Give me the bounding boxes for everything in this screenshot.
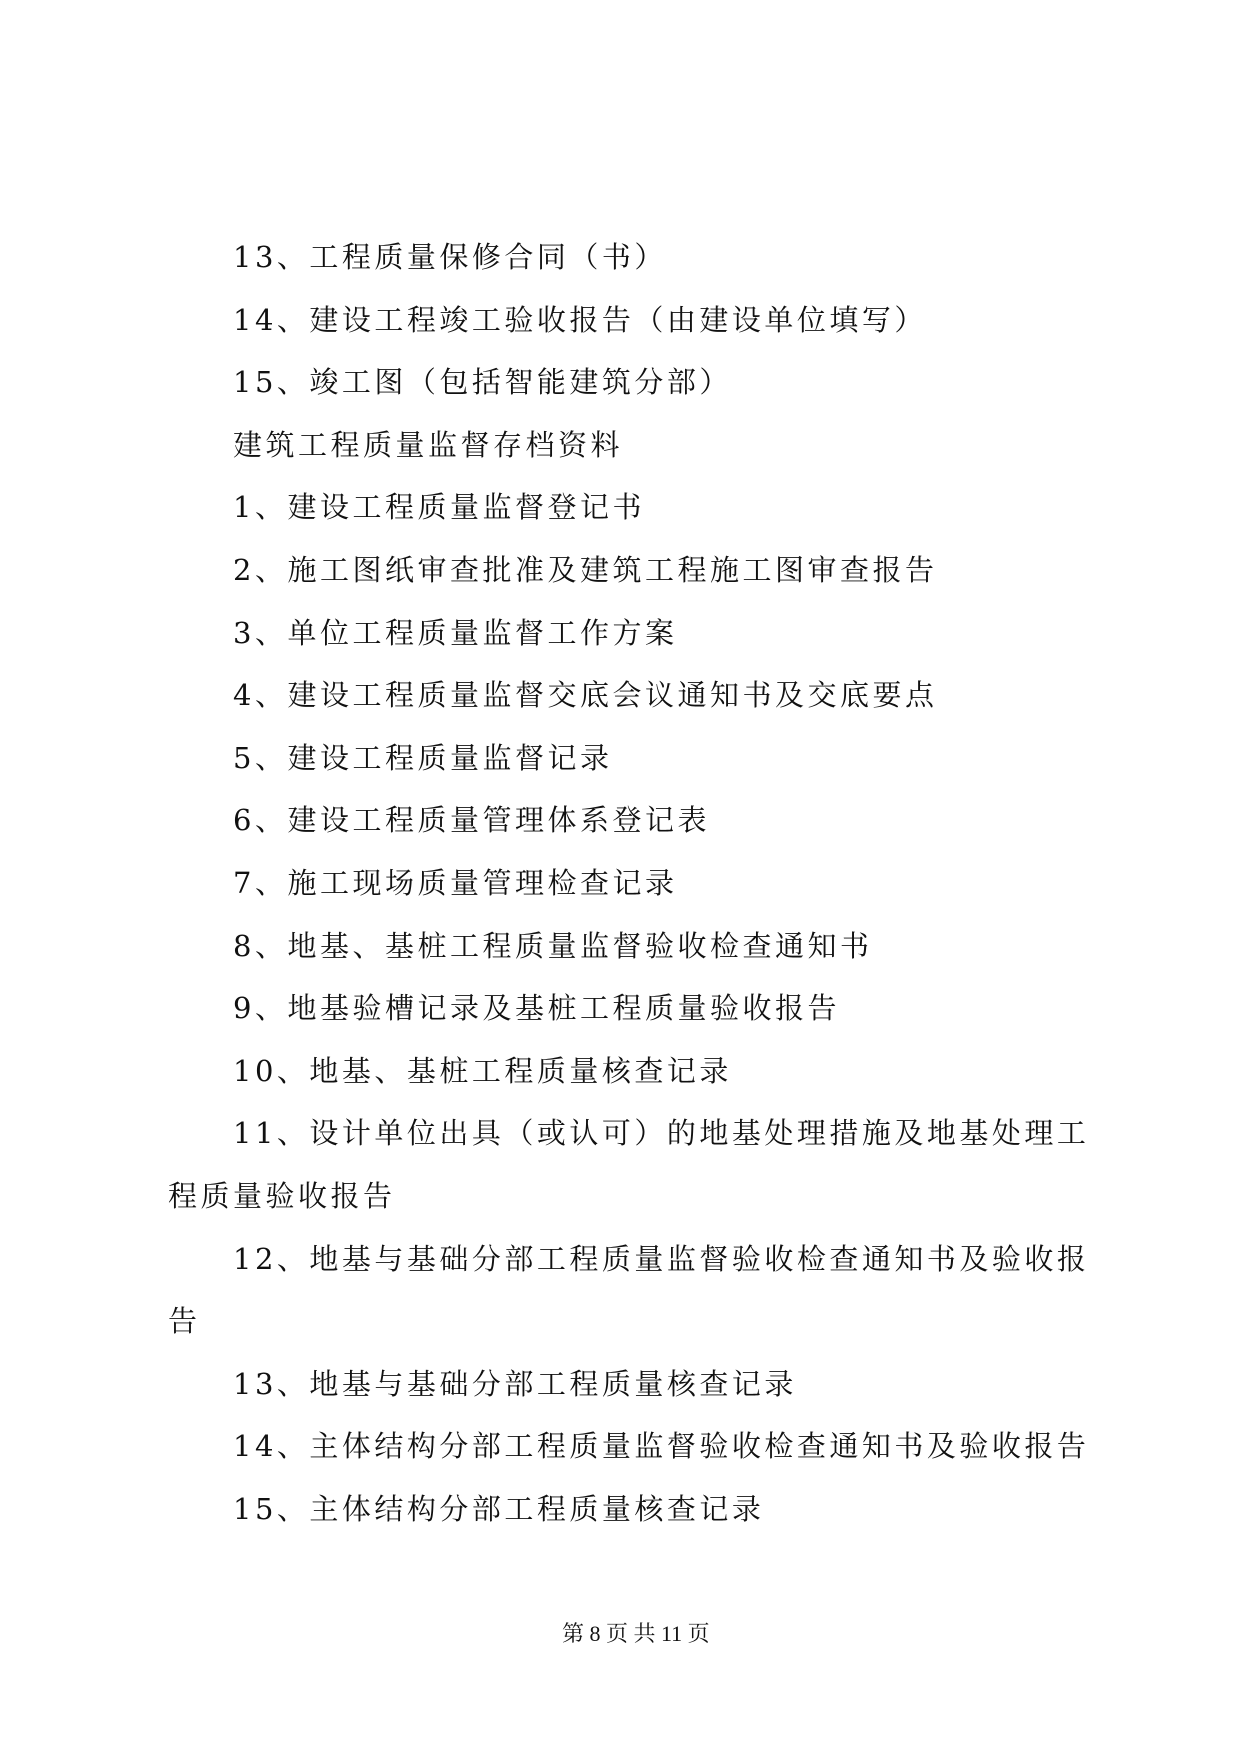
- archive-item: [168, 789, 1082, 852]
- archive-item: [168, 664, 1082, 727]
- archive-item: [168, 1415, 1090, 1478]
- archive-item-line: 9、地基验槽记录及基桩工程质量验收报告: [233, 991, 840, 1026]
- archive-item: [168, 1040, 1082, 1103]
- archive-item-line: 14、主体结构分部工程质量监督验收检查通知书及验收报告: [233, 1429, 1090, 1464]
- archive-item: [168, 602, 1082, 665]
- archive-item: [168, 1102, 1090, 1227]
- continued-item: 15、竣工图（包括智能建筑分部）: [233, 365, 732, 400]
- archive-item-line: 2、施工图纸审查批准及建筑工程施工图审查报告: [233, 552, 938, 587]
- archive-item-line: 8、地基、基桩工程质量监督验收检查通知书: [233, 928, 873, 963]
- archive-item: [168, 1353, 1082, 1416]
- archive-item: [168, 852, 1082, 915]
- archive-item-line: 6、建设工程质量管理体系登记表: [233, 803, 710, 838]
- archive-item: [168, 476, 1082, 539]
- archive-item: [168, 539, 1082, 602]
- section-title: 建筑工程质量监督存档资料: [233, 427, 624, 462]
- archive-item-line: 1、建设工程质量监督登记书: [233, 490, 645, 525]
- archive-item-line: 12、地基与基础分部工程质量监督验收检查通知书及验收报: [233, 1241, 1090, 1276]
- archive-item-line: 7、施工现场质量管理检查记录: [233, 865, 678, 900]
- document-body: [168, 226, 1090, 1540]
- archive-item-line: 3、单位工程质量监督工作方案: [233, 615, 678, 650]
- continued-item: 14、建设工程竣工验收报告（由建设单位填写）: [233, 302, 927, 337]
- archive-item-line: 4、建设工程质量监督交底会议通知书及交底要点: [233, 678, 938, 713]
- archive-item-line-continuation: 程质量验收报告: [168, 1178, 396, 1213]
- page-footer: 第 8 页 共 11 页: [562, 1621, 710, 1646]
- archive-item: [168, 1228, 1090, 1353]
- archive-item: [168, 727, 1082, 790]
- archive-item-line: 10、地基、基桩工程质量核查记录: [233, 1053, 732, 1088]
- archive-item: [168, 1478, 1082, 1541]
- continued-item: 13、工程质量保修合同（书）: [233, 240, 667, 274]
- archive-item-line: 13、地基与基础分部工程质量核查记录: [233, 1366, 797, 1401]
- archive-item-line: 11、设计单位出具（或认可）的地基处理措施及地基处理工: [233, 1116, 1090, 1151]
- archive-item-line-continuation: 告: [168, 1304, 201, 1339]
- archive-item-line: 15、主体结构分部工程质量核查记录: [233, 1491, 765, 1526]
- archive-item: [168, 977, 1082, 1040]
- archive-item-line: 5、建设工程质量监督记录: [233, 740, 613, 775]
- archive-item: [168, 915, 1082, 978]
